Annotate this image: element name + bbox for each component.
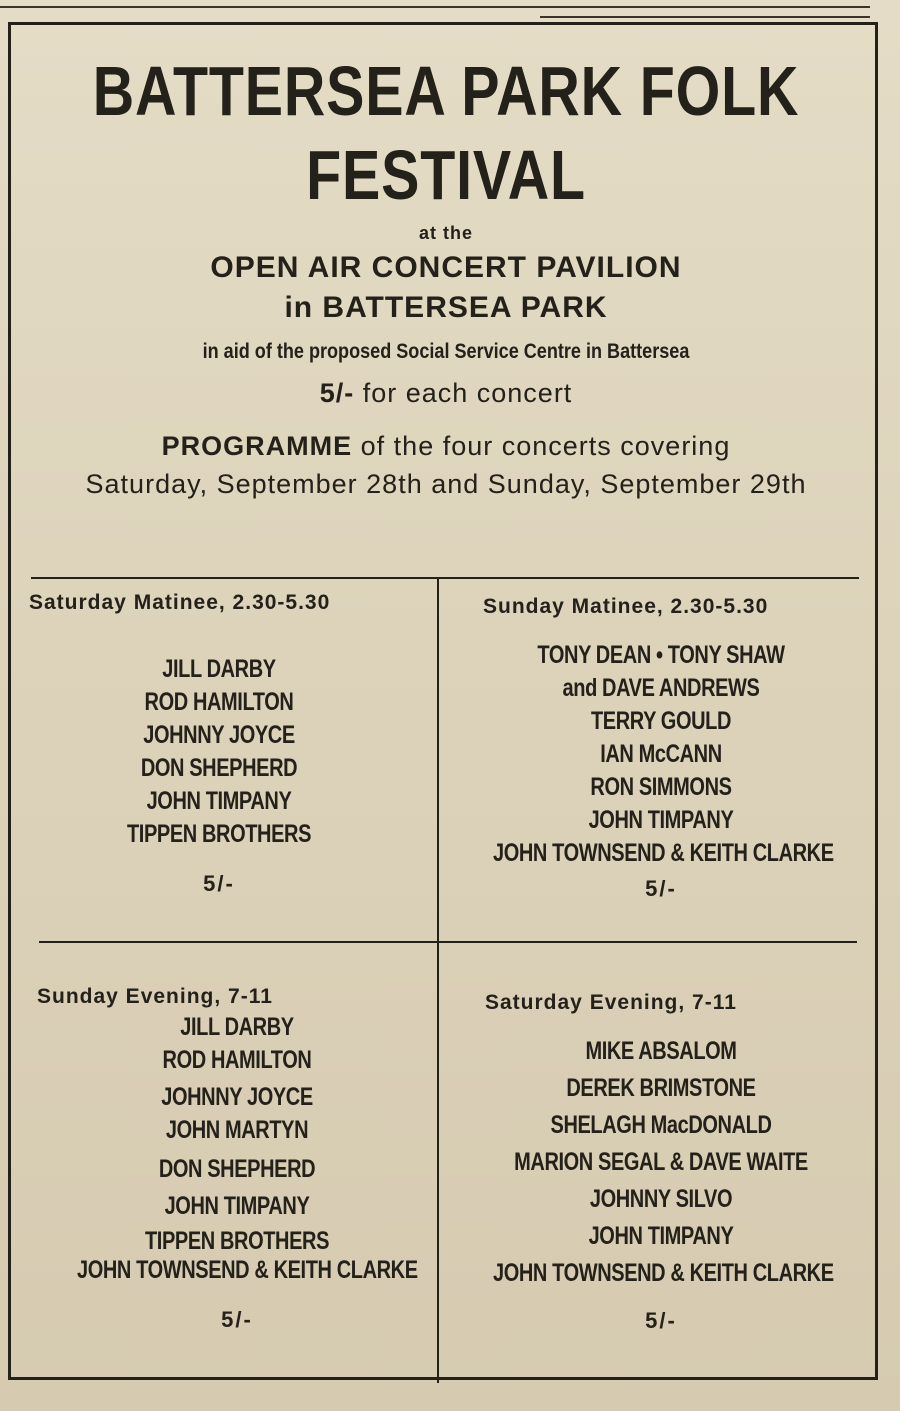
at-the-text: at the — [418, 223, 473, 243]
programme-line — [11, 427, 881, 465]
act: JOHN TIMPANY — [588, 1222, 734, 1250]
act: JILL DARBY — [162, 655, 276, 683]
concert-price: 5/- — [645, 876, 677, 901]
programme-label: PROGRAMME — [161, 431, 353, 461]
concert-sunday-matinee — [451, 595, 871, 902]
title-line-2: FESTIVAL — [306, 136, 586, 214]
grid-center-rule — [437, 577, 439, 1383]
act: JOHN TOWNSEND & KEITH CLARKE — [493, 1259, 834, 1287]
advert-frame — [8, 22, 878, 1380]
act: JOHNNY JOYCE — [143, 721, 295, 749]
act: MIKE ABSALOM — [585, 1037, 737, 1065]
programme-dates: Saturday, September 28th and Sunday, September 29th — [85, 469, 807, 499]
act: JOHN TIMPANY — [588, 806, 734, 834]
act: JILL DARBY — [180, 1013, 294, 1041]
venue-line-2: in BATTERSEA PARK — [284, 291, 608, 324]
admission-price: 5/- — [319, 378, 355, 408]
act: JOHN MARTYN — [165, 1116, 309, 1144]
act: TONY DEAN • TONY SHAW — [537, 641, 785, 669]
concert-heading: Sunday Evening, 7-11 — [37, 985, 273, 1008]
concert-saturday-evening — [451, 991, 871, 1334]
act-list — [37, 1011, 437, 1287]
act-list — [451, 639, 871, 870]
act-list — [9, 653, 429, 851]
act: MARION SEGAL & DAVE WAITE — [514, 1148, 808, 1176]
act: JOHN TOWNSEND & KEITH CLARKE — [77, 1256, 418, 1284]
concert-price: 5/- — [645, 1308, 677, 1333]
charity-note: in aid of the proposed Social Service Centre in Battersea — [202, 340, 690, 363]
act: JOHN TIMPANY — [164, 1192, 310, 1220]
act: JOHNNY JOYCE — [161, 1083, 313, 1111]
act: DON SHEPHERD — [140, 754, 298, 782]
admission-price-text: for each concert — [354, 378, 573, 408]
top-rule-short — [540, 16, 870, 18]
concert-heading: Sunday Matinee, 2.30-5.30 — [483, 595, 769, 618]
act: ROD HAMILTON — [144, 688, 294, 716]
act: DEREK BRIMSTONE — [566, 1074, 756, 1102]
act: DON SHEPHERD — [158, 1155, 316, 1183]
venue-line-1: OPEN AIR CONCERT PAVILION — [210, 251, 682, 284]
top-rule — [0, 6, 870, 8]
act: JOHN TIMPANY — [146, 787, 292, 815]
act: TIPPEN BROTHERS — [144, 1227, 330, 1255]
title-line-1: BATTERSEA PARK FOLK — [92, 52, 800, 130]
concert-heading: Saturday Evening, 7-11 — [485, 991, 737, 1014]
programme-text: of the four concerts covering — [352, 431, 731, 461]
admission-price-line — [11, 378, 881, 409]
act: RON SIMMONS — [590, 773, 732, 801]
concert-heading: Saturday Matinee, 2.30-5.30 — [29, 591, 331, 614]
grid-middle-rule — [39, 941, 857, 943]
act: JOHNNY SILVO — [589, 1185, 733, 1213]
act: TIPPEN BROTHERS — [126, 820, 312, 848]
concert-sunday-evening — [37, 985, 437, 1333]
act: JOHN TOWNSEND & KEITH CLARKE — [493, 839, 834, 867]
act: SHELAGH MacDONALD — [550, 1111, 772, 1139]
advert-header — [11, 25, 881, 503]
act: ROD HAMILTON — [162, 1046, 312, 1074]
act: IAN McCANN — [600, 740, 722, 768]
concert-price: 5/- — [221, 1307, 253, 1332]
concert-saturday-matinee — [29, 591, 429, 897]
grid-top-rule — [31, 577, 859, 579]
concert-price: 5/- — [203, 871, 235, 896]
act-list — [451, 1033, 871, 1292]
act: and DAVE ANDREWS — [562, 674, 760, 702]
act: TERRY GOULD — [590, 707, 732, 735]
